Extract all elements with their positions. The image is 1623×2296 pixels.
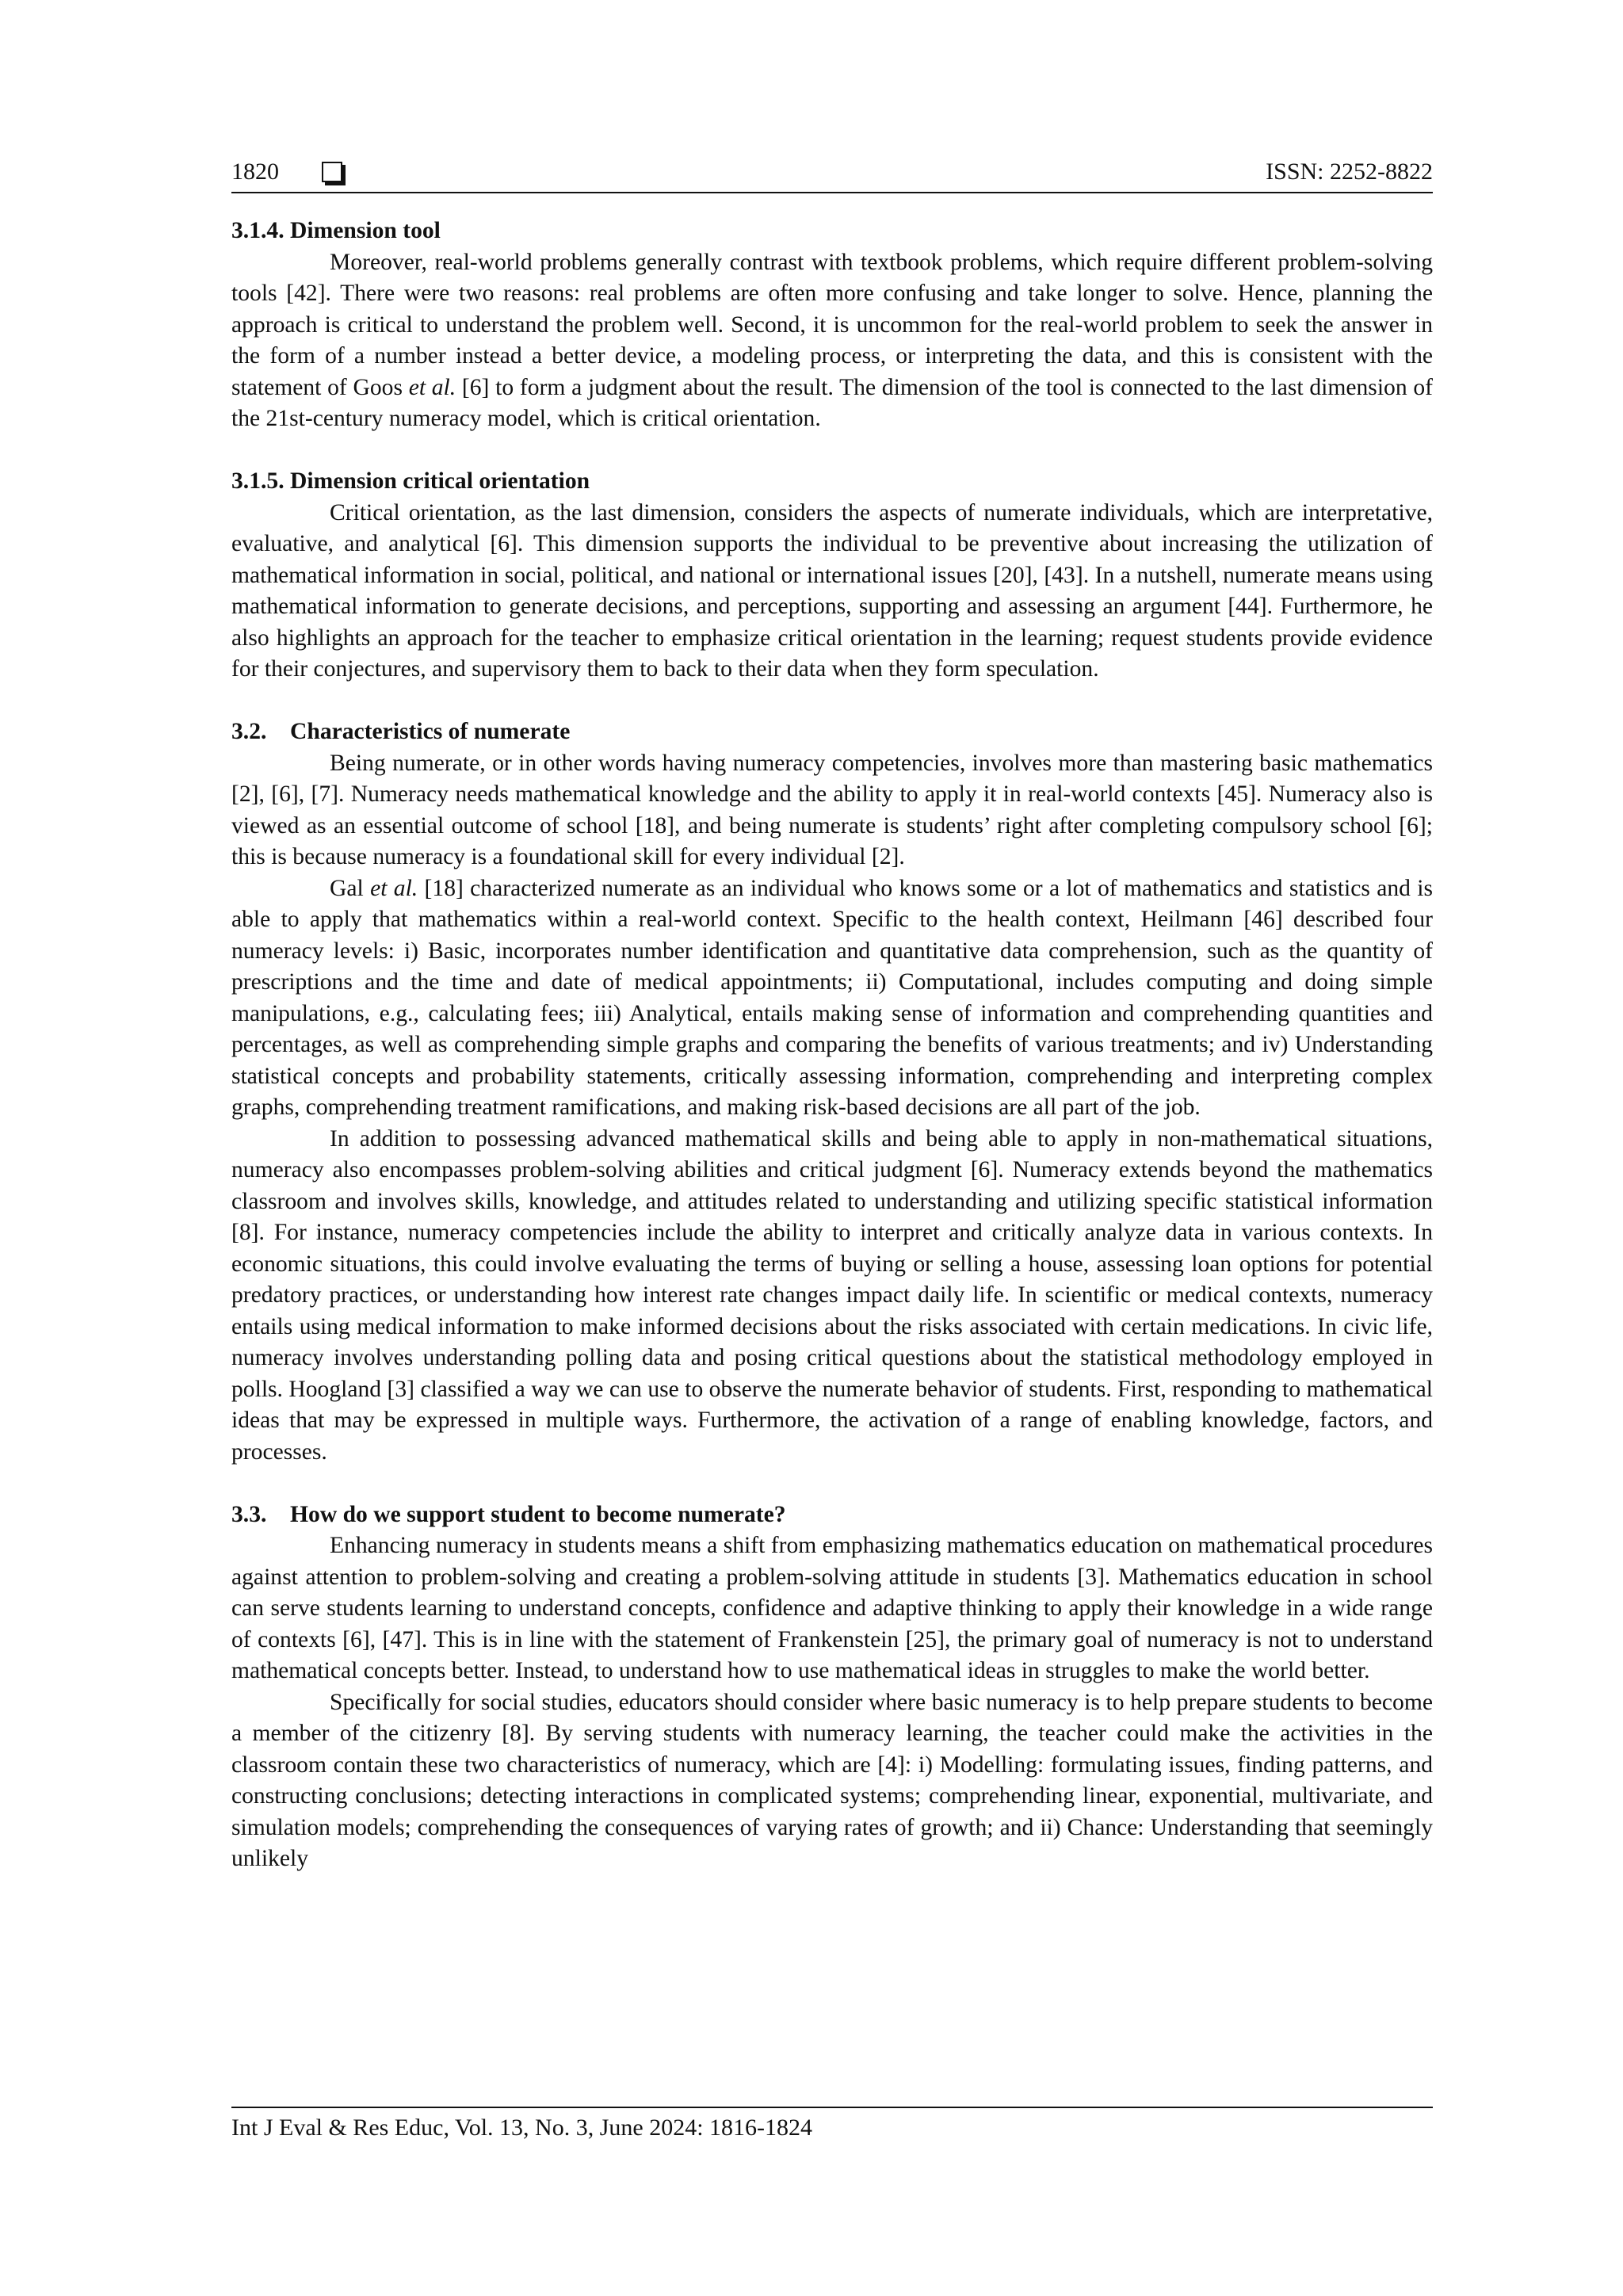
checkbox-square-icon <box>322 162 342 182</box>
paragraph: Specifically for social studies, educators should consider where basic numeracy is to help prepare students to become a member of the citizenry [8]. By serving students with numeracy learning, the teacher could make the activities in the classroom contain these two characteristics of numeracy, which are [4]: i) Modelling: formulating issues, finding patterns, and constructing conclusions; detecting interactions in complicated systems; comprehending linear, exponential, multivariate, and simulation models; comprehending the consequences of varying rates of growth; and ii) Chance: Understanding that seemingly unlikely <box>231 1689 1433 1871</box>
page-number: 1820 <box>231 159 279 185</box>
article-body <box>231 216 1433 1875</box>
section-heading: 3.3. How do we support student to become numerate? <box>231 1501 786 1527</box>
header-divider <box>231 192 1433 193</box>
running-footer: Int J Eval & Res Educ, Vol. 13, No. 3, June 2024: 1816-1824 <box>231 2115 813 2141</box>
paragraph: In addition to possessing advanced mathematical skills and being able to apply in non-mathematical situations, numeracy also encompasses problem-solving abilities and critical judgment [6]. Numeracy extends beyond the mathematics classroom and involves skills, knowledge, and attitudes related to understanding and utilizing specific statistical information [8]. For instance, numeracy competencies include the ability to interpret and critically analyze data in various contexts. In economic situations, this could involve evaluating the terms of buying or selling a house, assessing loan options for potential predatory practices, or understanding how interest rate changes impact daily life. In scientific or medical contexts, numeracy entails using medical information to make informed decisions about the risks associated with certain medications. In civic life, numeracy involves understanding polling data and posing critical questions about the statistical methodology employed in polls. Hoogland [3] classified a way we can use to observe the numerate behavior of students. First, responding to mathematical ideas that may be expressed in multiple ways. Furthermore, the activation of a range of enabling knowledge, factors, and processes. <box>231 1125 1433 1465</box>
paragraph: Critical orientation, as the last dimension, considers the aspects of numerate individuals, which are interpretative, evaluative, and analytical [6]. This dimension supports the individual to be preventive about increasing the utilization of mathematical information in social, political, and national or international issues [20], [43]. In a nutshell, numerate means using mathematical information to generate decisions, and perceptions, supporting and assessing an argument [44]. Furthermore, he also highlights an approach for the teacher to emphasize critical orientation in the learning; request students provide evidence for their conjectures, and supervisory them to back to their data when they form speculation. <box>231 499 1433 682</box>
section-heading: 3.1.4. Dimension tool <box>231 218 441 243</box>
footer-divider <box>231 2107 1433 2108</box>
section-3-2 <box>231 716 1433 1468</box>
issn-label: ISSN: 2252-8822 <box>1266 159 1433 185</box>
paragraph: Gal et al. [18] characterized numerate as an individual who knows some or a lot of mathematics and statistics and is able to apply that mathematics within a real-world context. Specific to the health context, Heilmann [46] described four numeracy levels: i) Basic, incorporates number identification and quantitative data comprehension, such as the quantity of prescriptions and the time and date of medical appointments; ii) Computational, includes computing and doing simple manipulations, e.g., calculating fees; iii) Analytical, entails making sense of information and comprehending quantities and percentages, as well as comprehending simple graphs and comparing the benefits of various treatments; and iv) Understanding statistical concepts and probability statements, critically assessing information, comprehending and interpreting complex graphs, comprehending treatment ramifications, and making risk-based decisions are all part of the job. <box>231 875 1433 1120</box>
section-3-1-4 <box>231 216 1433 435</box>
paragraph: Moreover, real-world problems generally contrast with textbook problems, which require different problem-solving tools [42]. There were two reasons: real problems are often more confusing and take longer to solve. Hence, planning the approach is critical to understand the problem well. Second, it is uncommon for the real-world problem to seek the answer in the form of a number instead a better device, a modeling process, or interpreting the data, and this is consistent with the statement of Goos et al. [6] to form a judgment about the result. The dimension of the tool is connected to the last dimension of the 21st-century numeracy model, which is critical orientation. <box>231 249 1433 431</box>
running-header <box>231 155 1433 189</box>
section-3-3 <box>231 1499 1433 1875</box>
section-heading: 3.1.5. Dimension critical orientation <box>231 468 590 494</box>
paragraph: Being numerate, or in other words having numeracy competencies, involves more than mastering basic mathematics [2], [6], [7]. Numeracy needs mathematical knowledge and the ability to apply it in real-world contexts [45]. Numeracy also is viewed as an essential outcome of school [18], and being numerate is students’ right after completing compulsory school [6]; this is because numeracy is a foundational skill for every individual [2]. <box>231 750 1433 869</box>
section-3-1-5 <box>231 466 1433 686</box>
paragraph: Enhancing numeracy in students means a shift from emphasizing mathematics education on mathematical procedures against attention to problem-solving and creating a problem-solving attitude in students [3]. Mathematics education in school can serve students learning to understand concepts, confidence and adaptive thinking to apply their knowledge in a wide range of contexts [6], [47]. This is in line with the statement of Frankenstein [25], the primary goal of numeracy is not to understand mathematical concepts better. Instead, to understand how to use mathematical ideas in struggles to make the world better. <box>231 1533 1433 1683</box>
section-heading: 3.2. Characteristics of numerate <box>231 719 571 744</box>
